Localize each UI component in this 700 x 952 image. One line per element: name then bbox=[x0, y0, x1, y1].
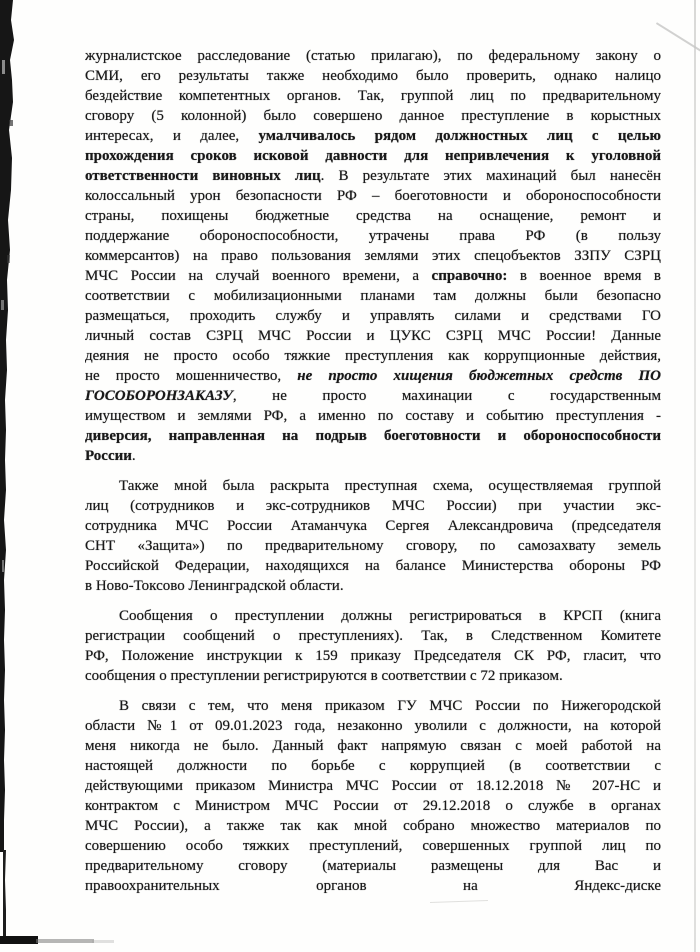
text-line bbox=[85, 776, 661, 796]
body-text: поддержание обороноспособности, утрачены права РФ (в пользу bbox=[85, 228, 661, 244]
bold-italic-text: не просто хищения бюджетных средств ПО bbox=[297, 368, 661, 384]
text-line bbox=[85, 306, 661, 326]
text-line bbox=[85, 266, 661, 286]
text-line bbox=[85, 536, 661, 556]
bold-text: диверсия, направленная на подрыв боеготовности и обороноспособности bbox=[85, 428, 661, 444]
document-body bbox=[85, 46, 661, 906]
text-line bbox=[85, 516, 661, 536]
text-line bbox=[85, 66, 661, 86]
body-text: СМИ, его результаты также необходимо было проверить, однако налицо bbox=[85, 68, 661, 84]
text-line bbox=[85, 326, 661, 346]
text-line bbox=[85, 626, 661, 646]
text-line bbox=[85, 146, 661, 166]
body-text: . bbox=[131, 448, 136, 464]
bold-text: прохождения сроков исковой давности для непривлечения к уголовной bbox=[85, 148, 661, 164]
text-line bbox=[85, 426, 661, 446]
body-text: правоохранительных органов на Яндекс-диске bbox=[85, 878, 661, 894]
body-text: совершению особо тяжких преступлений, совершенных группой лиц по bbox=[85, 838, 661, 854]
text-line bbox=[85, 446, 661, 466]
right-paper-edge-shadow bbox=[694, 0, 696, 952]
body-text: личный состав СЗРЦ МЧС России и ЦУКС СЗРЦ МЧС России! Данные bbox=[85, 328, 661, 344]
text-line bbox=[85, 106, 661, 126]
text-line bbox=[85, 576, 661, 596]
text-line bbox=[85, 756, 661, 776]
text-line bbox=[85, 46, 661, 66]
text-line bbox=[85, 496, 661, 516]
text-line bbox=[85, 736, 661, 756]
text-line bbox=[85, 606, 661, 626]
body-text: предварительному сговору (материалы размещены для Вас и bbox=[85, 858, 661, 874]
bold-text: ответственности виновных лиц bbox=[85, 168, 321, 184]
body-text: деяния не просто особо тяжкие преступления как коррупционные действия, bbox=[85, 348, 661, 364]
text-line bbox=[85, 206, 661, 226]
body-text: регистрации сообщений о преступлениях). Так, в Следственном Комитете bbox=[85, 628, 661, 644]
text-line bbox=[85, 186, 661, 206]
body-text: области №1 от 09.01.2023 года, незаконно уволили с должности, на которой bbox=[85, 718, 661, 734]
body-text: коммерсантов) на право пользования землями этих спецобъектов ЗЗПУ СЗРЦ bbox=[85, 248, 661, 264]
body-text: , не просто махинации с государственным bbox=[232, 388, 661, 404]
text-line bbox=[85, 386, 661, 406]
text-line bbox=[85, 816, 661, 836]
body-text: сговору (5 колонной) было совершено данное преступление в корыстных bbox=[85, 108, 661, 124]
text-line bbox=[85, 666, 661, 686]
text-line bbox=[85, 646, 661, 666]
text-line bbox=[85, 166, 661, 186]
body-text: меня никогда не было. Данный факт напрямую связан с моей работой на bbox=[85, 738, 661, 754]
paragraph-1 bbox=[85, 46, 661, 466]
body-text: соответствии с мобилизационными планами там должны были безопасно bbox=[85, 288, 661, 304]
body-text: не просто мошенничество, bbox=[85, 368, 298, 384]
paragraph-3 bbox=[85, 606, 661, 686]
body-text: настоящей должности по борьбе с коррупцией (в соответствии с bbox=[85, 758, 661, 774]
text-line bbox=[85, 86, 661, 106]
body-text: интересах, и далее, bbox=[85, 128, 259, 144]
bold-text: России bbox=[85, 448, 132, 464]
text-line bbox=[85, 556, 661, 576]
text-line bbox=[85, 246, 661, 266]
body-text: сообщения о преступлении регистрируются в соответствии с 72 приказом. bbox=[85, 668, 563, 684]
body-text: Также мной была раскрыта преступная схема, осуществляемая группой bbox=[119, 478, 661, 494]
body-text: в Ново-Токсово Ленинградской области. bbox=[85, 578, 344, 594]
body-text: СНТ «Защита») по предварительному сговору, по самозахвату земель bbox=[85, 538, 661, 554]
body-text: РФ, Положение инструкции к 159 приказу Председателя СК РФ, гласит, что bbox=[85, 648, 661, 664]
text-line bbox=[85, 876, 661, 896]
text-line bbox=[85, 366, 661, 386]
body-text: Сообщения о преступлении должны регистрироваться в КРСП (книга bbox=[119, 608, 661, 624]
body-text: имуществом и землями РФ, а именно по составу и событию преступления - bbox=[85, 408, 661, 424]
text-line bbox=[85, 476, 661, 496]
body-text: бездействие компетентных органов. Так, группой лиц по предварительному bbox=[85, 88, 661, 104]
text-line bbox=[85, 836, 661, 856]
body-text: . В результате этих махинаций был нанесён bbox=[320, 168, 661, 184]
paragraph-2 bbox=[85, 476, 661, 596]
text-line bbox=[85, 286, 661, 306]
bold-text: умалчивалось рядом должностных лиц с целью bbox=[258, 128, 661, 144]
body-text: В связи с тем, что меня приказом ГУ МЧС России по Нижегородской bbox=[119, 698, 661, 714]
body-text: МЧС России), а также так как мной собрано множество материалов по bbox=[85, 818, 661, 834]
text-line bbox=[85, 346, 661, 366]
bold-text: справочно: bbox=[431, 268, 508, 284]
text-line bbox=[85, 796, 661, 816]
bold-italic-text: ГОСОБОРОНЗАКАЗУ bbox=[85, 388, 233, 404]
body-text: размещаться, проходить службу и управлять силами и средствами ГО bbox=[85, 308, 661, 324]
text-line bbox=[85, 126, 661, 146]
body-text: колоссальный урон безопасности РФ – боеготовности и обороноспособности bbox=[85, 188, 661, 204]
body-text: лиц (сотрудников и экс-сотрудников МЧС России) при участии экс- bbox=[85, 498, 661, 514]
paragraph-4 bbox=[85, 696, 661, 896]
body-text: страны, похищены бюджетные средства на оснащение, ремонт и bbox=[85, 208, 661, 224]
body-text: Российской Федерации, находящихся на балансе Министерства обороны РФ bbox=[85, 558, 661, 574]
text-line bbox=[85, 406, 661, 426]
text-line bbox=[85, 696, 661, 716]
text-line bbox=[85, 716, 661, 736]
body-text: журналистское расследование (статью прилагаю), по федеральному закону о bbox=[85, 48, 661, 64]
body-text: контрактом с Министром МЧС России от 29.12.2018 о службе в органах bbox=[85, 798, 661, 814]
body-text: действующими приказом Министра МЧС России от 18.12.2018 № 207-НС и bbox=[85, 778, 661, 794]
body-text: сотрудника МЧС России Атаманчука Сергея Александровича (председателя bbox=[85, 518, 661, 534]
body-text: МЧС России на случай военного времени, а bbox=[85, 268, 432, 284]
body-text: в военное время в bbox=[507, 268, 661, 284]
text-line bbox=[85, 856, 661, 876]
text-line bbox=[85, 226, 661, 246]
